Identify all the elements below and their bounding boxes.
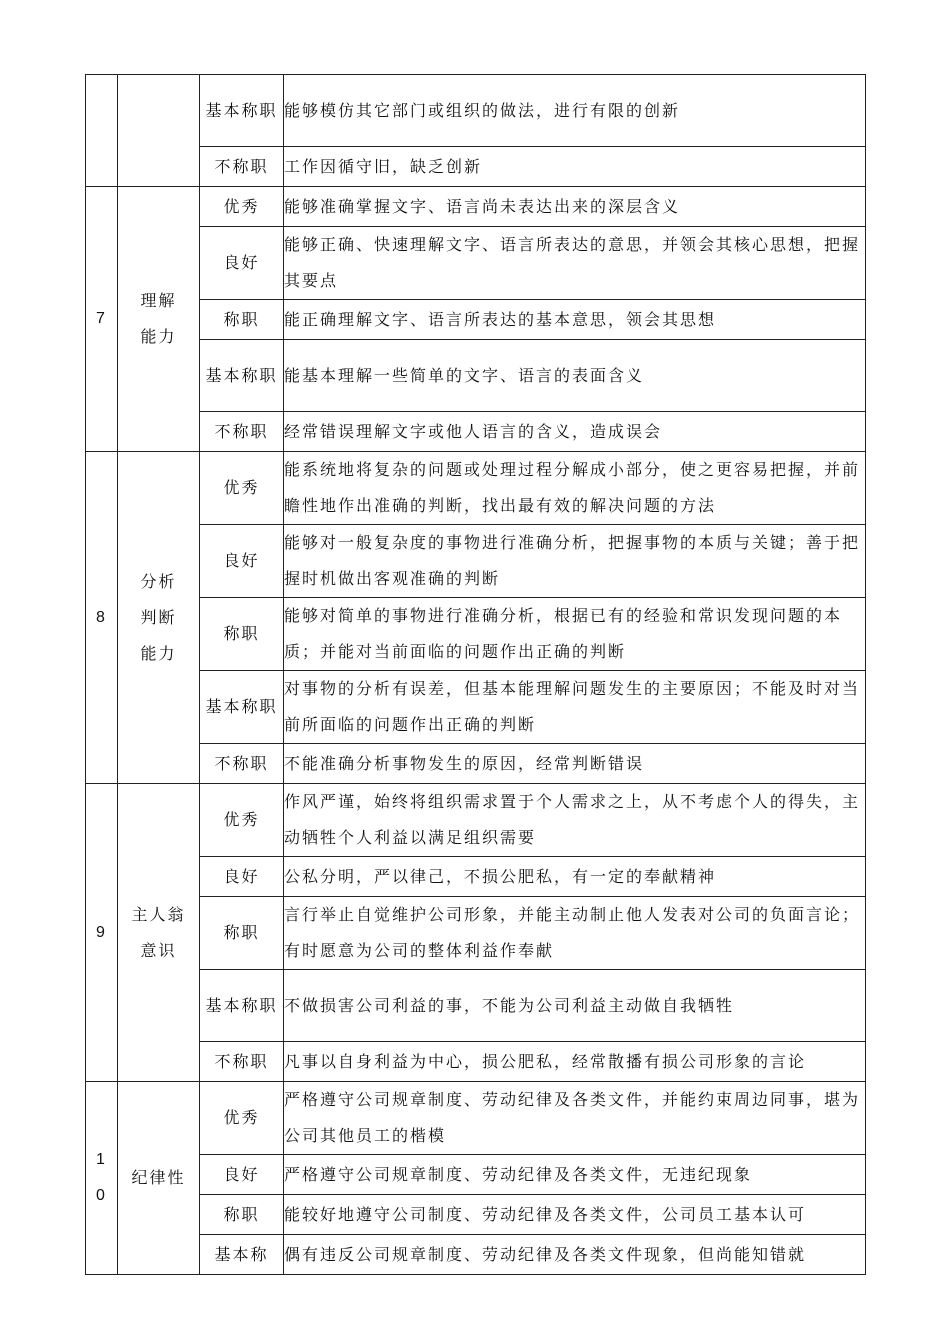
table-row [86,75,866,147]
level-label: 称职 [200,1195,284,1235]
table-row [86,452,866,525]
level-description: 偶有违反公司规章制度、劳动纪律及各类文件现象，但尚能知错就 [284,1235,866,1275]
table-row [86,784,866,857]
table-row [86,897,866,970]
level-label: 良好 [200,525,284,598]
table-row [86,970,866,1042]
level-description: 作风严谨，始终将组织需求置于个人需求之上，从不考虑个人的得失，主动牺牲个人利益以满足组织需要 [284,784,866,857]
level-label: 良好 [200,227,284,300]
level-description: 能够准确掌握文字、语言尚未表达出来的深层含义 [284,187,866,227]
level-label: 基本称职 [200,75,284,147]
level-label: 不称职 [200,412,284,452]
level-description: 能较好地遵守公司制度、劳动纪律及各类文件，公司员工基本认可 [284,1195,866,1235]
table-row [86,300,866,340]
level-label: 优秀 [200,452,284,525]
competency-table [85,74,866,1275]
level-description: 凡事以自身利益为中心，损公肥私，经常散播有损公司形象的言论 [284,1042,866,1082]
table-row [86,1195,866,1235]
table-row [86,187,866,227]
level-label: 良好 [200,1155,284,1195]
item-number [86,75,118,187]
table-row [86,147,866,187]
level-description: 能够对简单的事物进行准确分析，根据已有的经验和常识发现问题的本质；并能对当前面临的问题作出正确的判断 [284,598,866,671]
table-row [86,1042,866,1082]
level-description: 能系统地将复杂的问题或处理过程分解成小部分，使之更容易把握，并前瞻性地作出准确的判断，找出最有效的解决问题的方法 [284,452,866,525]
item-number: 8 [86,452,118,784]
table-row [86,340,866,412]
item-category: 纪律性 [118,1082,200,1275]
table-row [86,1155,866,1195]
table-row [86,857,866,897]
level-description: 工作因循守旧，缺乏创新 [284,147,866,187]
level-label: 基本称 [200,1235,284,1275]
table-row [86,671,866,744]
level-label: 良好 [200,857,284,897]
table-row [86,412,866,452]
level-description: 能够正确、快速理解文字、语言所表达的意思，并领会其核心思想，把握其要点 [284,227,866,300]
level-description: 对事物的分析有误差，但基本能理解问题发生的主要原因；不能及时对当前所面临的问题作出正确的判断 [284,671,866,744]
level-label: 不称职 [200,1042,284,1082]
item-category: 主人翁意识 [118,784,200,1082]
level-label: 基本称职 [200,671,284,744]
item-number: 7 [86,187,118,452]
table-row [86,1082,866,1155]
level-label: 优秀 [200,784,284,857]
level-label: 优秀 [200,187,284,227]
level-description: 能基本理解一些简单的文字、语言的表面含义 [284,340,866,412]
level-label: 称职 [200,598,284,671]
level-description: 能正确理解文字、语言所表达的基本意思，领会其思想 [284,300,866,340]
table-row [86,227,866,300]
level-label: 称职 [200,897,284,970]
level-description: 不做损害公司利益的事，不能为公司利益主动做自我牺牲 [284,970,866,1042]
level-label: 称职 [200,300,284,340]
level-description: 能够模仿其它部门或组织的做法，进行有限的创新 [284,75,866,147]
level-description: 严格遵守公司规章制度、劳动纪律及各类文件，无违纪现象 [284,1155,866,1195]
table-row [86,1235,866,1275]
item-category: 分析判断能力 [118,452,200,784]
table-row [86,598,866,671]
level-label: 不称职 [200,744,284,784]
level-description: 公私分明，严以律己，不损公肥私，有一定的奉献精神 [284,857,866,897]
level-description: 经常错误理解文字或他人语言的含义，造成误会 [284,412,866,452]
table-row [86,525,866,598]
level-description: 能够对一般复杂度的事物进行准确分析，把握事物的本质与关键；善于把握时机做出客观准确的判断 [284,525,866,598]
item-number: 9 [86,784,118,1082]
level-description: 不能准确分析事物发生的原因，经常判断错误 [284,744,866,784]
table-row [86,744,866,784]
level-label: 优秀 [200,1082,284,1155]
level-label: 基本称职 [200,970,284,1042]
level-label: 基本称职 [200,340,284,412]
item-number: 10 [86,1082,118,1275]
level-description: 言行举止自觉维护公司形象，并能主动制止他人发表对公司的负面言论；有时愿意为公司的整体利益作奉献 [284,897,866,970]
level-description: 严格遵守公司规章制度、劳动纪律及各类文件，并能约束周边同事，堪为公司其他员工的楷模 [284,1082,866,1155]
item-category [118,75,200,187]
level-label: 不称职 [200,147,284,187]
item-category: 理解能力 [118,187,200,452]
